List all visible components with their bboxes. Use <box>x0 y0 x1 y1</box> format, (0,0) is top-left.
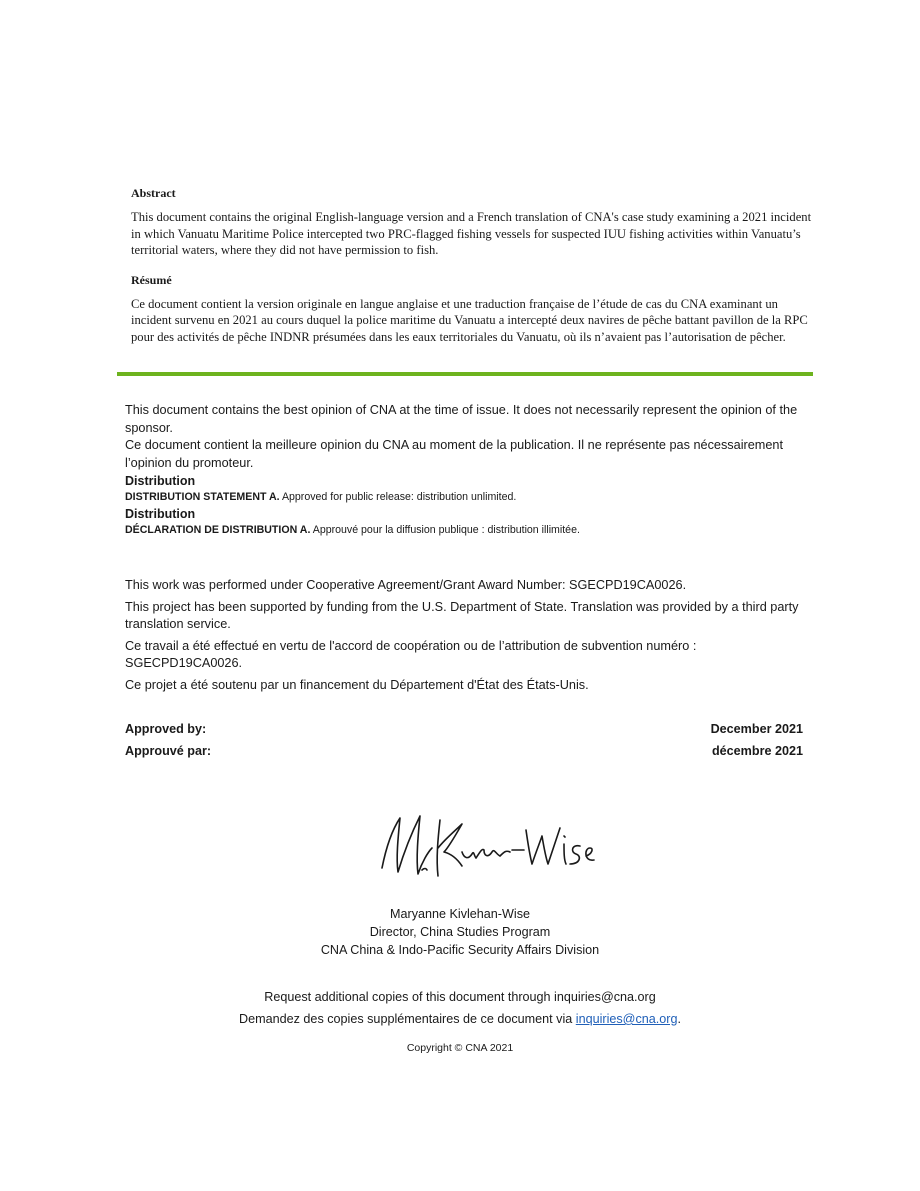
abstract-section <box>131 186 821 359</box>
email-link[interactable]: inquiries@cna.org <box>575 1012 678 1026</box>
copyright: Copyright © CNA 2021 <box>406 1042 514 1054</box>
distribution-text-en: Approved for public release: distribution unlimited. <box>279 491 517 503</box>
abstract-text: This document contains the original English-language version and a French translation of CNA's case study examining a 2021 incident in which Vanuatu Maritime Police intercepted two PRC-flagged fishing vessels for suspected IUU fishing activities within Vanuatu’s territorial waters, where they did not have permission to fish. <box>131 210 812 257</box>
request-fr <box>0 1008 920 1030</box>
opinion-en: This document contains the best opinion of CNA at the time of issue. It does not necessarily represent the opinion of the sponsor. <box>125 403 798 435</box>
distribution-text-fr: Approuvé pour la diffusion publique : distribution illimitée. <box>310 524 580 536</box>
signer-name: Maryanne Kivlehan-Wise <box>390 907 530 921</box>
distribution-label-fr: DÉCLARATION DE DISTRIBUTION A. <box>125 524 311 536</box>
distribution-statement-en <box>125 491 815 503</box>
approval-row-fr <box>125 740 803 762</box>
approval-section <box>125 718 815 762</box>
signer-block <box>0 905 920 959</box>
opinion-section <box>125 402 815 540</box>
signer-division: CNA China & Indo-Pacific Security Affairs Division <box>320 943 600 957</box>
signature-image <box>372 808 602 888</box>
distribution-label-en: DISTRIBUTION STATEMENT A. <box>125 491 280 503</box>
distribution-title-fr: Distribution <box>125 507 196 521</box>
request-block <box>0 986 920 1030</box>
approval-row-en <box>125 718 803 740</box>
abstract-heading: Abstract <box>131 186 176 200</box>
work-grant-en: This work was performed under Cooperative Agreement/Grant Award Number: SGECPD19CA0026. <box>125 578 687 592</box>
request-en: Request additional copies of this document through inquiries@cna.org <box>264 990 656 1004</box>
work-section <box>125 577 815 698</box>
work-grant-fr: Ce travail a été effectué en vertu de l'accord de coopération ou de l’attribution de subvention numéro : SGECPD19CA0026. <box>125 638 697 670</box>
work-funding-en: This project has been supported by funding from the U.S. Department of State. Translation was provided by a third party translation service. <box>125 599 799 631</box>
resume-text: Ce document contient la version originale en langue anglaise et une traduction française de l’étude de cas du CNA examinant un incident survenu en 2021 au cours duquel la police maritime du Vanuatu a intercepté deux navires de pêche battant pavillon de la RPC pour des activités de pêche INDNR présumées dans les eaux territoriales du Vanuatu, où ils n’avaient pas l’autorisation de pêcher. <box>131 296 808 344</box>
distribution-title-en: Distribution <box>125 474 196 488</box>
approved-by-label-fr: Approuvé par: <box>125 744 212 758</box>
request-fr-suffix: . <box>677 1012 681 1026</box>
distribution-statement-fr <box>125 524 815 536</box>
green-divider <box>117 372 813 376</box>
request-fr-prefix: Demandez des copies supplémentaires de ce document via <box>239 1012 576 1026</box>
approval-date-fr: décembre 2021 <box>711 744 803 758</box>
signer-title: Director, China Studies Program <box>369 925 551 939</box>
approval-date-en: December 2021 <box>710 722 803 736</box>
opinion-fr: Ce document contient la meilleure opinion du CNA au moment de la publication. Il ne représente pas nécessairement l’opinion du promoteur. <box>125 438 784 470</box>
work-funding-fr: Ce projet a été soutenu par un financement du Département d'État des États-Unis. <box>125 677 589 692</box>
approved-by-label-en: Approved by: <box>125 722 207 736</box>
resume-heading: Résumé <box>131 272 172 287</box>
